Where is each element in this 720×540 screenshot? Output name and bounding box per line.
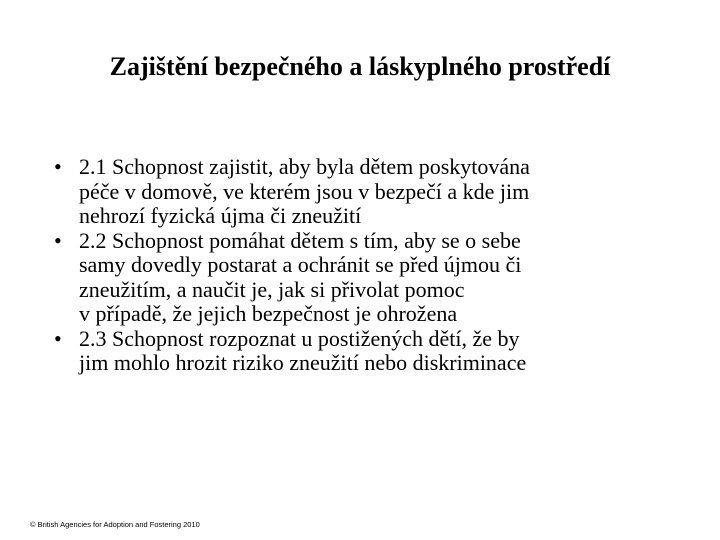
bullet-item-2-1 — [54, 155, 674, 229]
bullet-item-2-3 — [54, 327, 674, 376]
bullet-point-icon: • — [54, 154, 62, 179]
bullet-text-line: jim mohlo hrozit riziko zneužití nebo diskriminace — [79, 350, 527, 375]
bullet-item-2-2 — [54, 229, 674, 327]
bullet-list — [54, 155, 674, 376]
bullet-text-line: samy dovedly postarat a ochránit se před újmou či — [79, 252, 522, 277]
bullet-text-line: zneužitím, a naučit je, jak si přivolat pomoc — [79, 276, 465, 302]
bullet-point-icon: • — [54, 325, 62, 351]
bullet-text-line: nehrozí fyzická újma či zneužití — [79, 203, 362, 228]
bullet-point-icon: • — [54, 227, 62, 253]
slide-title: Zajištění bezpečného a láskyplného prostředí — [109, 52, 611, 81]
bullet-text-line: péče v domově, ve kterém jsou v bezpečí a kde jim — [79, 178, 530, 204]
bullet-text-line: v případě, že jejich bezpečnost je ohrožena — [79, 301, 458, 326]
bullet-text-line: 2.1 Schopnost zajistit, aby byla dětem poskytována — [79, 154, 530, 179]
bullet-text-line: 2.2 Schopnost pomáhat dětem s tím, aby se o sebe — [79, 227, 521, 253]
copyright-footer: © British Agencies for Adoption and Fostering 2010 — [30, 520, 200, 529]
bullet-text-line: 2.3 Schopnost rozpoznat u postižených dětí, že by — [79, 325, 520, 351]
